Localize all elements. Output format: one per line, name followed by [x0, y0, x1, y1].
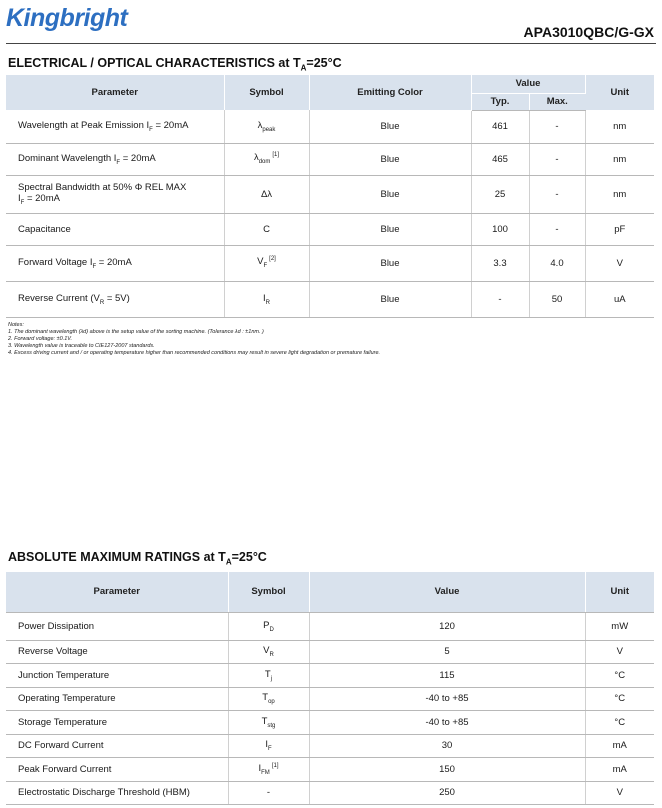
param-tail: = 20mA [96, 256, 132, 268]
value-cell: 30 [309, 734, 585, 758]
symbol-cell [228, 612, 309, 640]
value-cell: 150 [309, 758, 585, 782]
symbol-subscript: op [268, 699, 275, 706]
max-value-cell: - [529, 110, 585, 143]
table-row [6, 110, 654, 143]
electrical-characteristics-table [6, 75, 654, 318]
symbol-note-ref: [1] [272, 152, 280, 159]
symbol-text: V [257, 256, 264, 268]
abs-header-symbol: Symbol [228, 572, 309, 612]
param-tail: = 20mA [152, 119, 189, 131]
symbol-cell [228, 640, 309, 664]
symbol-subscript: j [270, 675, 273, 682]
symbol-subscript: R [269, 652, 274, 659]
param-cell: Junction Temperature [6, 664, 228, 688]
param-cell [6, 110, 224, 143]
symbol-subscript: stg [267, 722, 276, 729]
table-row [6, 143, 654, 175]
symbol-text: λ [257, 119, 263, 131]
abs-header-unit: Unit [585, 572, 654, 612]
value-cell: -40 to +85 [309, 711, 585, 735]
value-cell: 5 [309, 640, 585, 664]
notes-heading: Notes: [8, 322, 24, 328]
table-row [6, 664, 654, 688]
param-cell [6, 213, 224, 245]
unit-cell: V [585, 781, 654, 805]
symbol-text: V [263, 645, 270, 657]
header-parameter: Parameter [6, 75, 224, 110]
table-row [6, 612, 654, 640]
emitting-color-cell: Blue [309, 245, 471, 281]
param-line2: I [18, 193, 21, 205]
header-divider [6, 43, 656, 44]
unit-cell: pF [585, 213, 654, 245]
symbol-text: - [266, 787, 271, 799]
value-cell: 115 [309, 664, 585, 688]
table-row [6, 213, 654, 245]
symbol-cell [224, 213, 309, 245]
emitting-color-cell: Blue [309, 175, 471, 213]
value-cell: 120 [309, 612, 585, 640]
header-emitting-color: Emitting Color [309, 75, 471, 110]
param-text: Forward Voltage I [18, 256, 93, 268]
param-cell: Electrostatic Discharge Threshold (HBM) [6, 781, 228, 805]
value-cell: 250 [309, 781, 585, 805]
param-line2-subscript: F [20, 199, 25, 206]
param-subscript: F [116, 159, 121, 166]
max-value-cell: 50 [529, 281, 585, 317]
symbol-text: Δλ [260, 188, 273, 200]
typ-value-cell: 461 [471, 110, 529, 143]
symbol-cell [228, 758, 309, 782]
symbol-subscript: F [263, 263, 268, 270]
symbol-cell [224, 245, 309, 281]
symbol-subscript: D [269, 626, 274, 633]
symbol-cell [224, 175, 309, 213]
note-item: 1. The dominant wavelength (λd) above is the setup value of the sorting machine. (Tolerance λd : ±1nm. ) [8, 329, 264, 335]
table-row [6, 281, 654, 317]
symbol-subscript: dom [258, 159, 271, 166]
max-value-cell: - [529, 213, 585, 245]
symbol-text: λ [253, 152, 259, 164]
param-text: Wavelength at Peak Emission I [18, 119, 150, 131]
param-cell [6, 281, 224, 317]
typ-value-cell: 25 [471, 175, 529, 213]
unit-cell: V [585, 640, 654, 664]
symbol-text: I [263, 292, 266, 304]
param-cell [6, 245, 224, 281]
symbol-cell [228, 734, 309, 758]
emitting-color-cell: Blue [309, 110, 471, 143]
header-max: Max. [529, 93, 585, 110]
param-cell: Storage Temperature [6, 711, 228, 735]
param-cell [6, 175, 224, 213]
table-row [6, 711, 654, 735]
param-cell [6, 143, 224, 175]
max-value-cell: - [529, 175, 585, 213]
symbol-cell [224, 143, 309, 175]
abs-header-value: Value [309, 572, 585, 612]
param-line2-tail: = 20mA [24, 193, 60, 205]
param-subscript: R [99, 299, 105, 306]
max-value-cell: - [529, 143, 585, 175]
unit-cell: mA [585, 734, 654, 758]
emitting-color-cell: Blue [309, 143, 471, 175]
symbol-subscript: F [267, 746, 272, 753]
part-number: APA3010QBC/G-GX [523, 24, 654, 40]
max-value-cell: 4.0 [529, 245, 585, 281]
param-text: Capacitance [18, 223, 71, 235]
value-cell: -40 to +85 [309, 687, 585, 711]
unit-cell: V [585, 245, 654, 281]
symbol-text: I [258, 762, 262, 774]
header-symbol: Symbol [224, 75, 309, 110]
table-row [6, 687, 654, 711]
kingbright-logo: Kingbright [6, 4, 128, 32]
symbol-note-ref: [2] [269, 256, 276, 263]
table-row [6, 175, 654, 213]
param-text: Dominant Wavelength I [18, 152, 117, 164]
symbol-note-ref: [1] [271, 762, 279, 769]
unit-cell: °C [585, 711, 654, 735]
note-item: 3. Wavelength value is traceable to CIE127-2007 standards. [8, 343, 155, 349]
typ-value-cell: 465 [471, 143, 529, 175]
param-text: Spectral Bandwidth at 50% Φ REL MAX [18, 182, 187, 194]
emitting-color-cell: Blue [309, 281, 471, 317]
param-tail: = 5V) [104, 292, 130, 304]
symbol-text: I [265, 739, 268, 751]
unit-cell: mA [585, 758, 654, 782]
abs-header-parameter: Parameter [6, 572, 228, 612]
absolute-maximum-ratings-table [6, 572, 654, 805]
table-row [6, 245, 654, 281]
unit-cell: nm [585, 143, 654, 175]
unit-cell: nm [585, 175, 654, 213]
param-cell: Operating Temperature [6, 687, 228, 711]
param-text: Reverse Current (V [18, 292, 100, 304]
symbol-subscript: R [265, 299, 270, 306]
emitting-color-cell: Blue [309, 213, 471, 245]
param-cell: Peak Forward Current [6, 758, 228, 782]
unit-cell: nm [585, 110, 654, 143]
symbol-subscript: peak [262, 126, 276, 133]
electrical-section-title: ELECTRICAL / OPTICAL CHARACTERISTICS at $T_A=25^\circ C$ [8, 56, 342, 73]
unit-cell: °C [585, 664, 654, 688]
table-row [6, 758, 654, 782]
symbol-text: T [264, 668, 271, 680]
typ-value-cell: 3.3 [471, 245, 529, 281]
symbol-cell [228, 687, 309, 711]
param-subscript: F [92, 263, 97, 270]
typ-value-cell: - [471, 281, 529, 317]
header-typ: Typ. [471, 93, 529, 110]
symbol-cell [228, 664, 309, 688]
param-cell: DC Forward Current [6, 734, 228, 758]
note-item: 2. Forward voltage: ±0.1V. [8, 336, 73, 342]
header-unit: Unit [585, 75, 654, 110]
table-row [6, 734, 654, 758]
param-tail: = 20mA [120, 152, 156, 164]
unit-cell: uA [585, 281, 654, 317]
symbol-text: T [261, 715, 268, 727]
table-row [6, 781, 654, 805]
notes-block [8, 322, 380, 357]
symbol-cell [228, 711, 309, 735]
symbol-subscript: FM [261, 769, 270, 776]
symbol-cell [228, 781, 309, 805]
param-cell: Power Dissipation [6, 612, 228, 640]
unit-cell: mW [585, 612, 654, 640]
symbol-cell [224, 110, 309, 143]
absolute-section-title: ABSOLUTE MAXIMUM RATINGS at $T_A=25^\circ C$ [8, 550, 267, 567]
symbol-cell [224, 281, 309, 317]
note-item: 4. Excess driving current and / or operating temperature higher than recommended conditions may result in severe light degradation or premature failure. [8, 350, 381, 356]
table-row [6, 640, 654, 664]
unit-cell: °C [585, 687, 654, 711]
symbol-text: C [263, 223, 270, 235]
symbol-text: T [262, 692, 269, 704]
param-subscript: F [149, 126, 153, 133]
header-value: Value [471, 75, 585, 93]
param-cell: Reverse Voltage [6, 640, 228, 664]
symbol-text: P [263, 619, 270, 631]
typ-value-cell: 100 [471, 213, 529, 245]
